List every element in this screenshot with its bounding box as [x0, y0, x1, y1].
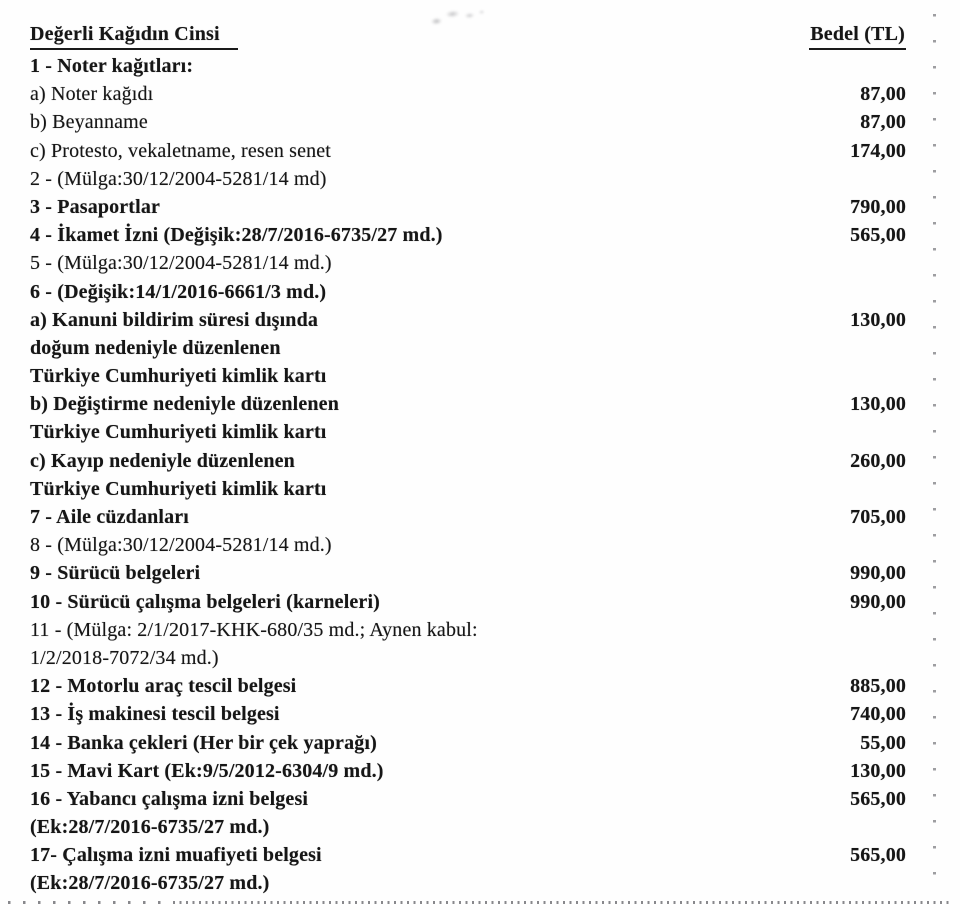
row-label: a) Kanuni bildirim süresi dışında: [30, 308, 319, 331]
table-row: [30, 503, 906, 531]
table-row: [30, 559, 906, 587]
table-row: [30, 165, 906, 193]
table-row: [30, 813, 906, 841]
row-value: 705,00: [850, 506, 906, 528]
table-body: [30, 52, 906, 898]
table-row: [30, 362, 906, 390]
table-row: [30, 475, 906, 503]
table-row: [30, 108, 906, 136]
row-label: (Ek:28/7/2016-6735/27 md.): [30, 816, 270, 839]
row-value: 990,00: [850, 562, 906, 585]
row-label: 2 - (Mülga:30/12/2004-5281/14 md): [30, 167, 327, 190]
row-value: 565,00: [850, 224, 906, 247]
row-value: 740,00: [850, 703, 906, 726]
table-row: [30, 869, 906, 897]
scan-dotted-bottom-border-right: [173, 901, 953, 904]
row-label: 10 - Sürücü çalışma belgeleri (karneleri): [30, 590, 380, 613]
table-row: [30, 221, 906, 249]
table-row: [30, 137, 906, 165]
column-header-price: Bedel (TL): [809, 23, 906, 50]
table-row: [30, 52, 906, 80]
row-label: 14 - Banka çekleri (Her bir çek yaprağı): [30, 731, 377, 754]
table-row: [30, 278, 906, 306]
row-label: 15 - Mavi Kart (Ek:9/5/2012-6304/9 md.): [30, 759, 384, 782]
row-label: Türkiye Cumhuriyeti kimlik kartı: [30, 421, 327, 444]
row-value: 87,00: [860, 83, 906, 106]
row-value: 790,00: [850, 195, 906, 218]
table-row: [30, 616, 906, 644]
table-row: [30, 644, 906, 672]
scan-dotted-bottom-border-left: [8, 901, 173, 904]
scan-dotted-right-border: [933, 14, 936, 890]
table-row: [30, 306, 906, 334]
row-label: 12 - Motorlu araç tescil belgesi: [30, 675, 297, 698]
row-label: Türkiye Cumhuriyeti kimlik kartı: [30, 365, 327, 388]
valuable-papers-fee-table: [30, 18, 906, 898]
table-row: [30, 588, 906, 616]
row-label: doğum nedeniyle düzenlenen: [30, 336, 281, 359]
table-row: [30, 447, 906, 475]
row-label: 1/2/2018-7072/34 md.): [30, 646, 219, 669]
column-header-paper-type: Değerli Kağıdın Cinsi: [30, 23, 238, 50]
table-row: [30, 757, 906, 785]
row-value: 885,00: [850, 675, 906, 698]
table-row: [30, 729, 906, 757]
table-row: [30, 193, 906, 221]
table-row: [30, 700, 906, 728]
row-label: b) Değiştirme nedeniyle düzenlenen: [30, 393, 339, 416]
row-label: 8 - (Mülga:30/12/2004-5281/14 md.): [30, 534, 332, 557]
row-label: 11 - (Mülga: 2/1/2017-KHK-680/35 md.; Aynen kabul:: [30, 618, 478, 641]
table-row: [30, 80, 906, 108]
row-label: 1 - Noter kağıtları:: [30, 55, 194, 77]
table-row: [30, 249, 906, 277]
table-header-row: [30, 18, 906, 50]
row-value: 990,00: [850, 590, 906, 613]
row-label: 16 - Yabancı çalışma izni belgesi: [30, 787, 309, 810]
table-row: [30, 418, 906, 446]
row-value: 55,00: [860, 731, 906, 754]
row-value: 130,00: [850, 393, 906, 416]
table-row: [30, 785, 906, 813]
row-value: 87,00: [860, 111, 906, 134]
row-label: 4 - İkamet İzni (Değişik:28/7/2016-6735/27 md.): [30, 224, 443, 247]
row-label: b) Beyanname: [30, 111, 148, 134]
row-label: Türkiye Cumhuriyeti kimlik kartı: [30, 477, 327, 500]
row-label: 5 - (Mülga:30/12/2004-5281/14 md.): [30, 252, 332, 275]
row-label: 7 - Aile cüzdanları: [30, 506, 189, 528]
row-label: 13 - İş makinesi tescil belgesi: [30, 703, 280, 726]
row-value: 565,00: [850, 844, 906, 867]
table-row: [30, 672, 906, 700]
row-value: 130,00: [850, 308, 906, 331]
row-value: 260,00: [850, 449, 906, 472]
row-label: c) Protesto, vekaletname, resen senet: [30, 139, 331, 162]
row-label: 17- Çalışma izni muafiyeti belgesi: [30, 844, 322, 867]
table-row: [30, 390, 906, 418]
row-label: 9 - Sürücü belgeleri: [30, 562, 201, 585]
row-value: 130,00: [850, 759, 906, 782]
row-label: c) Kayıp nedeniyle düzenlenen: [30, 449, 295, 472]
table-row: [30, 334, 906, 362]
row-label: a) Noter kağıdı: [30, 83, 154, 106]
table-row: [30, 841, 906, 869]
row-value: 174,00: [850, 139, 906, 162]
row-label: (Ek:28/7/2016-6735/27 md.): [30, 872, 270, 895]
row-value: 565,00: [850, 787, 906, 810]
row-label: 6 - (Değişik:14/1/2016-6661/3 md.): [30, 280, 327, 303]
table-row: [30, 531, 906, 559]
row-label: 3 - Pasaportlar: [30, 195, 161, 218]
